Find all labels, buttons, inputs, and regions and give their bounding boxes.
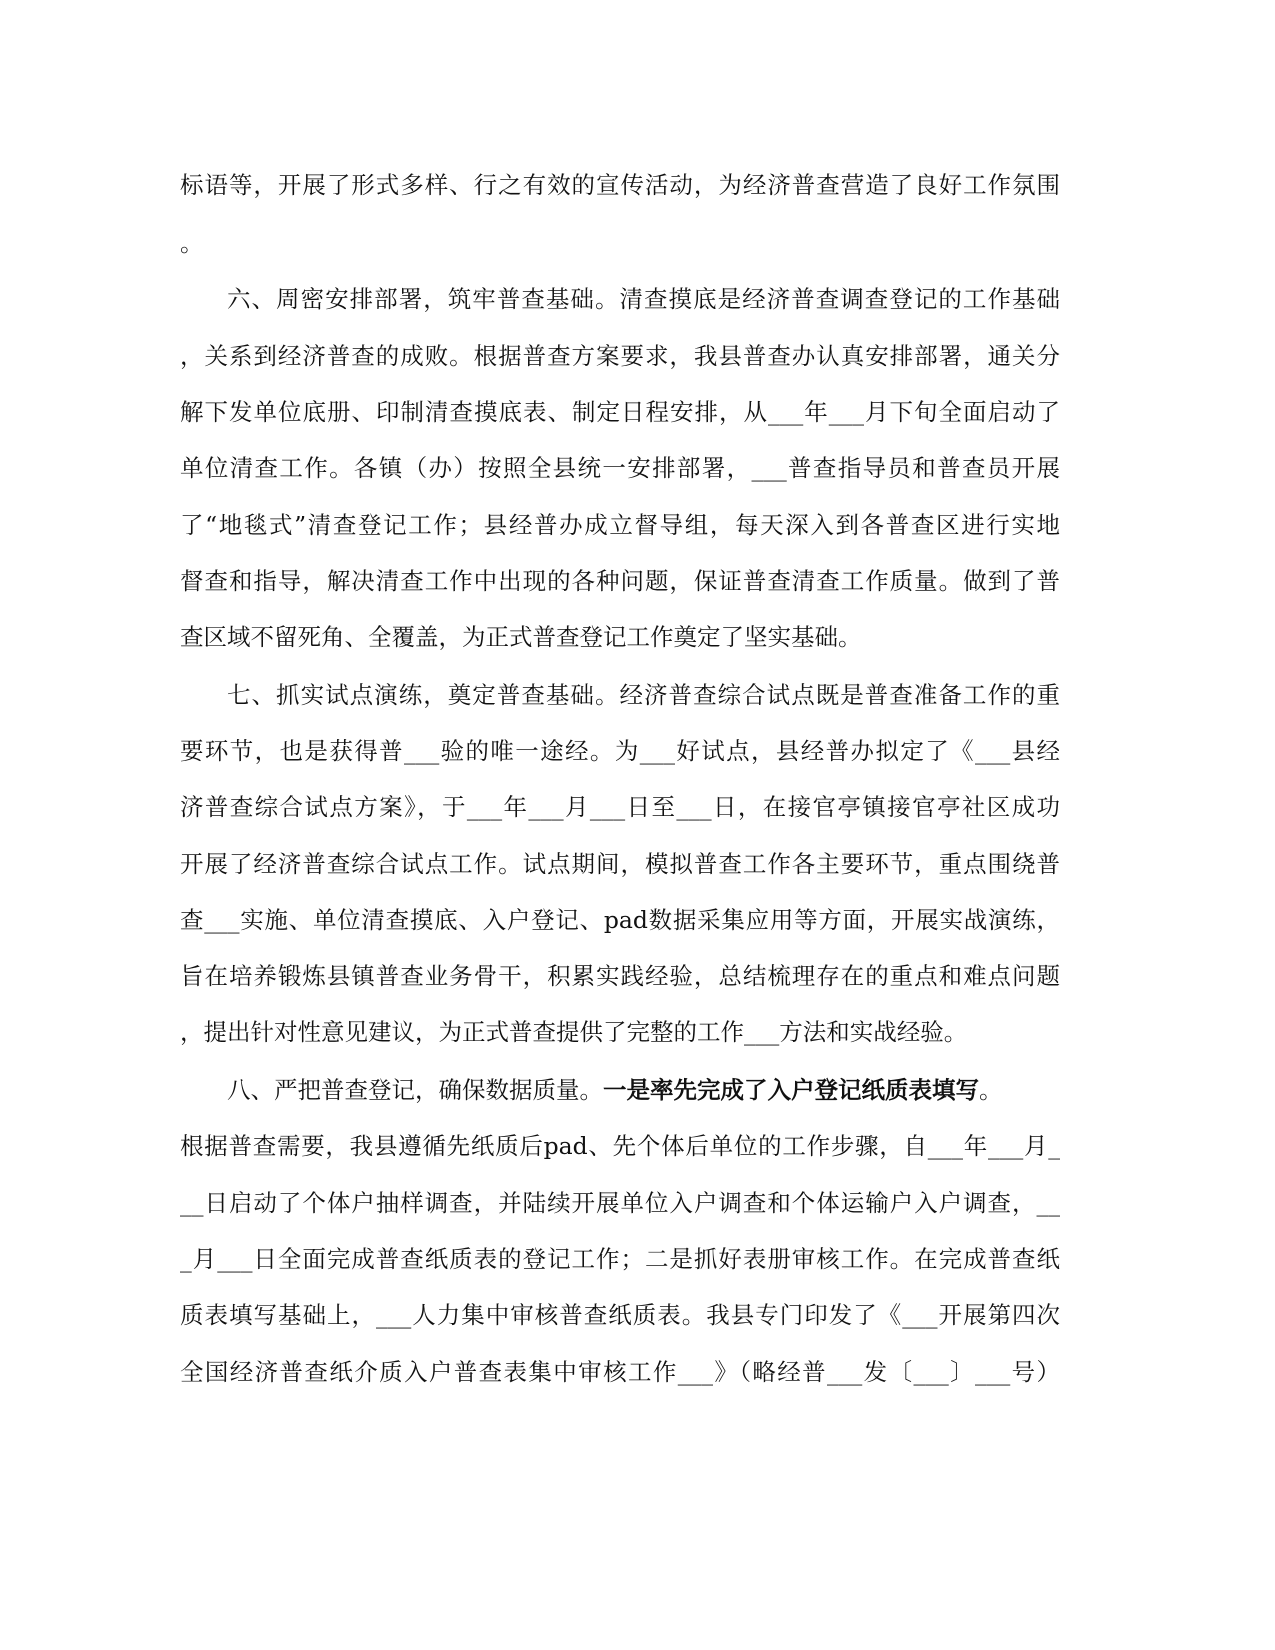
text-line: 解下发单位底册、印制清查摸底表、制定日程安排，从___年___月下旬全面启动了 bbox=[180, 398, 1060, 426]
text-line: ，关系到经济普查的成败。根据普查方案要求，我县普查办认真安排部署，通关分 bbox=[180, 342, 1060, 370]
text-line: 单位清查工作。各镇（办）按照全县统一安排部署，___普查指导员和普查员开展 bbox=[180, 454, 1060, 482]
paragraph-7-start: 七、抓实试点演练，奠定普查基础。经济普查综合试点既是普查准备工作的重 bbox=[227, 681, 1060, 709]
text-line: _月___日全面完成普查纸质表的登记工作；二是抓好表册审核工作。在完成普查纸 bbox=[180, 1245, 1060, 1273]
text-line: 开展了经济普查综合试点工作。试点期间，模拟普查工作各主要环节，重点围绕普 bbox=[180, 850, 1060, 878]
text-line: 根据普查需要，我县遵循先纸质后pad、先个体后单位的工作步骤，自___年___月_ bbox=[180, 1132, 1060, 1160]
text-line: 全国经济普查纸介质入户普查表集中审核工作___》（略经普___发〔___〕___号） bbox=[180, 1358, 1060, 1386]
text-line: 质表填写基础上，___人力集中审核普查纸质表。我县专门印发了《___开展第四次 bbox=[180, 1301, 1060, 1329]
text-line: __日启动了个体户抽样调查，并陆续开展单位入户调查和个体运输户入户调查，__ bbox=[180, 1189, 1060, 1217]
text-line: 要环节，也是获得普___验的唯一途经。为___好试点，县经普办拟定了《___县经 bbox=[180, 737, 1060, 765]
text-line: 督查和指导，解决清查工作中出现的各种问题，保证普查清查工作质量。做到了普 bbox=[180, 567, 1060, 595]
paragraph-8-heading-end: 。 bbox=[979, 1076, 1003, 1104]
text-line: 旨在培养锻炼县镇普查业务骨干，积累实践经验，总结梳理存在的重点和难点问题 bbox=[180, 962, 1060, 990]
text-line: ，提出针对性意见建议，为正式普查提供了完整的工作___方法和实战经验。 bbox=[180, 1018, 968, 1046]
paragraph-8-heading: 八、严把普查登记，确保数据质量。 bbox=[227, 1076, 603, 1104]
text-line: 。 bbox=[180, 229, 204, 257]
text-line: 查区域不留死角、全覆盖，为正式普查登记工作奠定了坚实基础。 bbox=[180, 623, 862, 651]
text-line: 标语等，开展了形式多样、行之有效的宣传活动，为经济普查营造了良好工作氛围 bbox=[180, 171, 1060, 199]
text-line: 了“地毯式”清查登记工作；县经普办成立督导组，每天深入到各普查区进行实地 bbox=[180, 511, 1060, 539]
bold-emphasis: 一是率先完成了入户登记纸质表填写 bbox=[603, 1076, 979, 1104]
text-line: 济普查综合试点方案》，于___年___月___日至___日，在接官亭镇接官亭社区成功 bbox=[180, 793, 1060, 821]
paragraph-8-start bbox=[227, 1075, 1060, 1105]
text-line: 查___实施、单位清查摸底、入户登记、pad数据采集应用等方面，开展实战演练， bbox=[180, 906, 1060, 934]
paragraph-6-start: 六、周密安排部署，筑牢普查基础。清查摸底是经济普查调查登记的工作基础 bbox=[227, 285, 1060, 313]
